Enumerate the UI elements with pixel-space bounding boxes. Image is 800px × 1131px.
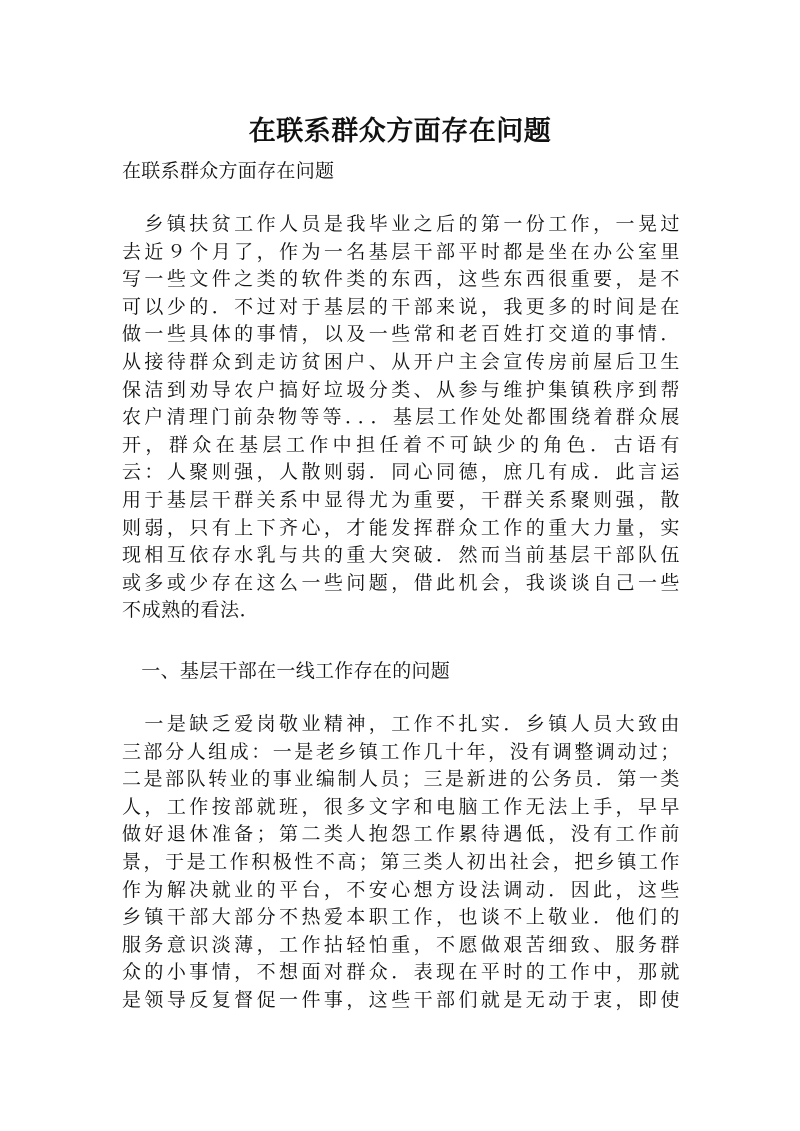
paragraph-line: 现相互依存水乳与共的重大突破．然而当前基层干部队伍 xyxy=(122,544,680,567)
paragraph-line: 是领导反复督促一件事，这些干部们就是无动于衷，即使 xyxy=(122,988,680,1011)
document-subtitle: 在联系群众方面存在问题 xyxy=(122,160,335,182)
paragraph-line: 农户清理门前杂物等等．．．基层工作处处都围绕着群众展 xyxy=(122,406,680,429)
paragraph-line: 开，群众在基层工作中担任着不可缺少的角色．古语有 xyxy=(122,433,680,456)
paragraph-line: 众的小事情，不想面对群众．表现在平时的工作中，那就 xyxy=(122,961,680,984)
paragraph-line: 二是部队转业的事业编制人员；三是新进的公务员．第一类 xyxy=(122,768,680,791)
section-heading: 一、基层干部在一线工作存在的问题 xyxy=(122,660,451,682)
paragraph-line: 去近９个月了，作为一名基层干部平时都是坐在办公室里 xyxy=(122,240,680,263)
paragraph-line: 云：人聚则强，人散则弱．同心同德，庶几有成．此言运 xyxy=(122,461,680,484)
paragraph-line: 从接待群众到走访贫困户、从开户主会宣传房前屋后卫生 xyxy=(122,350,680,373)
paragraph-line: 做好退休准备；第二类人抱怨工作累待遇低，没有工作前 xyxy=(122,823,680,846)
paragraph-line: 用于基层干群关系中显得尤为重要，干群关系聚则强，散 xyxy=(122,488,680,511)
paragraph-line: 一是缺乏爱岗敬业精神，工作不扎实．乡镇人员大致由 xyxy=(122,713,680,735)
paragraph-line: 乡镇干部大部分不热爱本职工作，也谈不上敬业．他们的 xyxy=(122,906,680,929)
paragraph-line: 或多或少存在这么一些问题，借此机会，我谈谈自己一些 xyxy=(122,571,680,594)
paragraph-line: 景，于是工作积极性不高；第三类人初出社会，把乡镇工作 xyxy=(122,850,680,873)
paragraph-line: 作为解决就业的平台，不安心想方设法调动．因此，这些 xyxy=(122,878,680,901)
paragraph-line: 可以少的．不过对于基层的干部来说，我更多的时间是在 xyxy=(122,295,680,318)
paragraph-line: 人，工作按部就班，很多文字和电脑工作无法上手，早早 xyxy=(122,795,680,818)
paragraph-line: 做一些具体的事情，以及一些常和老百姓打交道的事情． xyxy=(122,323,680,346)
paragraph-line: 保洁到劝导农户搞好垃圾分类、从参与维护集镇秩序到帮 xyxy=(122,378,680,401)
paragraph-line: 服务意识淡薄，工作拈轻怕重，不愿做艰苦细致、服务群 xyxy=(122,933,680,956)
paragraph-line: 不成熟的看法． xyxy=(122,599,260,622)
paragraph-line: 三部分人组成：一是老乡镇工作几十年，没有调整调动过； xyxy=(122,740,680,763)
paragraph-line: 则弱，只有上下齐心，才能发挥群众工作的重大力量，实 xyxy=(122,516,680,539)
paragraph-problems xyxy=(122,711,680,1015)
paragraph-line: 写一些文件之类的软件类的东西，这些东西很重要，是不 xyxy=(122,268,680,291)
paragraph-line: 乡镇扶贫工作人员是我毕业之后的第一份工作，一晃过 xyxy=(122,213,680,235)
paragraph-intro xyxy=(122,211,680,625)
document-title: 在联系群众方面存在问题 xyxy=(248,116,552,147)
